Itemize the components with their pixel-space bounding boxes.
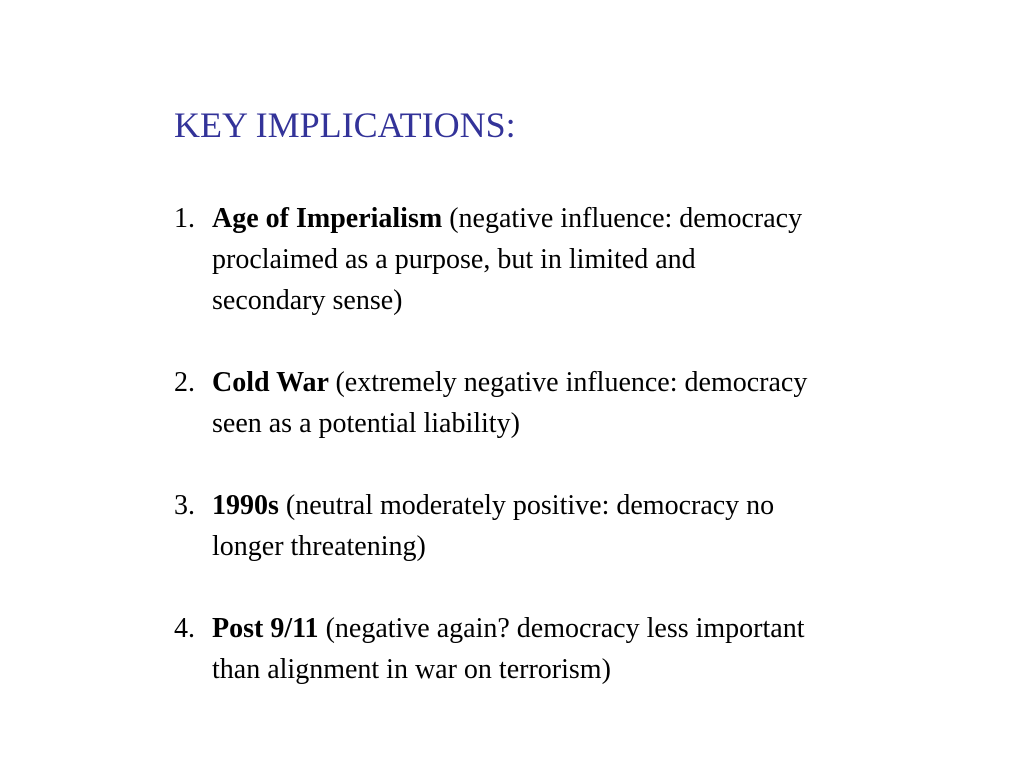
item-number: 1. (174, 203, 195, 234)
list-item (174, 198, 814, 321)
item-heading: Cold War (212, 367, 336, 398)
slide-title: KEY IMPLICATIONS: (174, 105, 516, 145)
item-number: 2. (174, 367, 195, 398)
item-heading: 1990s (212, 490, 286, 521)
list-item (174, 608, 814, 690)
item-heading: Post 9/11 (212, 613, 326, 644)
list-item (174, 485, 814, 567)
item-number: 3. (174, 490, 195, 521)
implications-list (174, 198, 814, 731)
item-description: (negative again? democracy less important than alignment in war on terrorism) (212, 613, 805, 685)
list-item (174, 362, 814, 444)
item-heading: Age of Imperialism (212, 203, 450, 234)
item-description: (negative influence: democracy proclaimed as a purpose, but in limited and secondary sense) (212, 203, 803, 316)
item-description: (extremely negative influence: democracy seen as a potential liability) (212, 367, 808, 439)
item-description: (neutral moderately positive: democracy no longer threatening) (212, 490, 775, 562)
item-number: 4. (174, 613, 195, 644)
